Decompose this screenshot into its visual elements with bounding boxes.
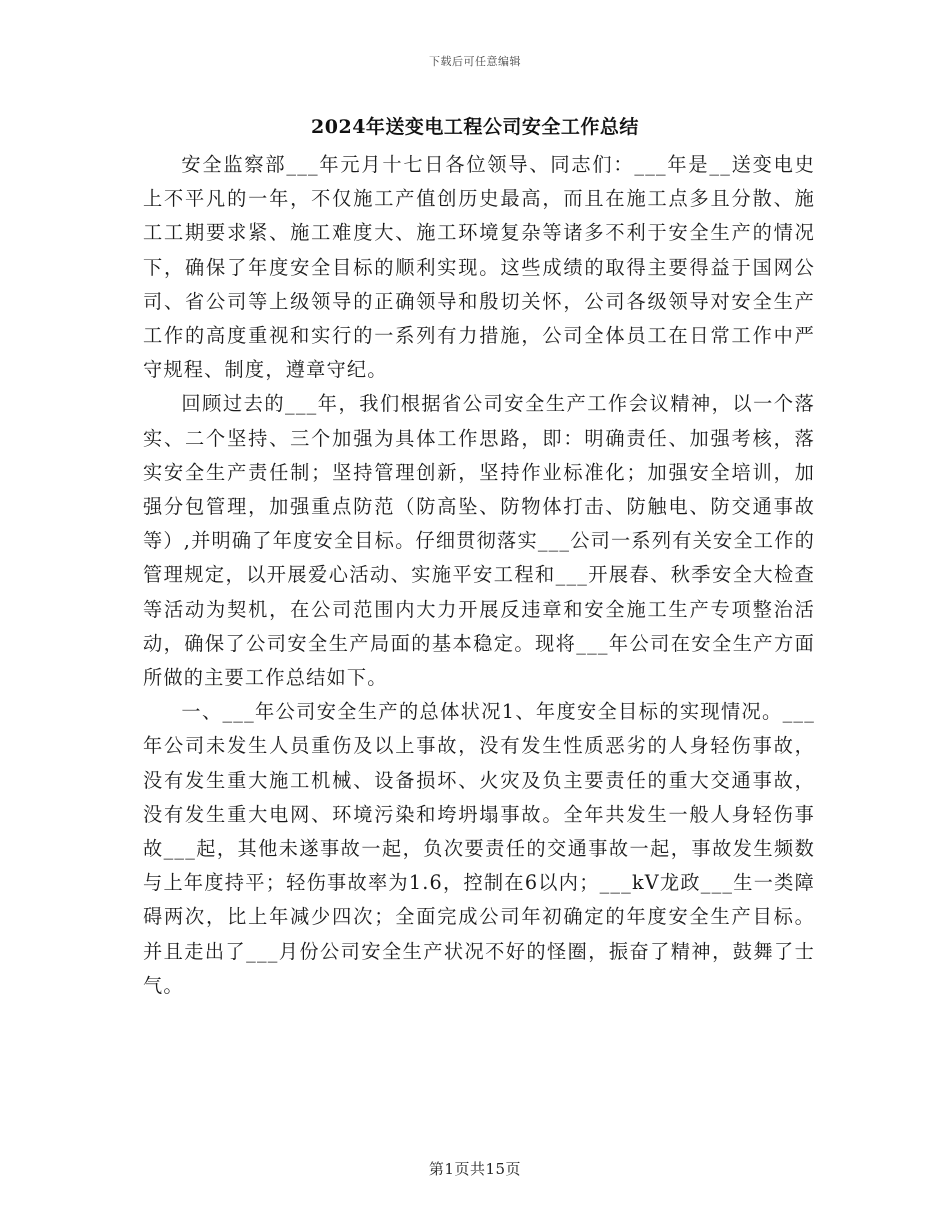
page-header: 下载后可任意编辑: [429, 55, 521, 68]
paragraph-section-one: 一、___年公司安全生产的总体状况1、年度安全目标的实现情况。___年公司未发生人员重伤及以上事故，没有发生性质恶劣的人身轻伤事故，没有发生重大施工机械、设备损坏、火灾及负主要责任的重大交通事故，没有发生重大电网、环境污染和垮坍塌事故。全年共发生一般人身轻伤事故___起，其他未遂事故一起，负次要责任的交通事故一起，事故发生频数与上年度持平；轻伤事故率为1.6，控制在6以内；___kV龙政___生一类障碍两次，比上年减少四次；全面完成公司年初确定的年度安全生产目标。并且走出了___月份公司安全生产状况不好的怪圈，振奋了精神，鼓舞了士气。: [143, 700, 815, 997]
paragraph-review: 回顾过去的___年，我们根据省公司安全生产工作会议精神，以一个落实、二个坚持、三个加强为具体工作思路，即：明确责任、加强考核，落实安全生产责任制；坚持管理创新，坚持作业标准化；加强安全培训，加强分包管理，加强重点防范（防高坠、防物体打击、防触电、防交通事故等）,并明确了年度安全目标。仔细贯彻落实___公司一系列有关安全工作的管理规定，以开展爱心活动、实施平安工程和___开展春、秋季安全大检查等活动为契机，在公司范围内大力开展反违章和安全施工生产专项整治活动，确保了公司安全生产局面的基本稳定。现将___年公司在安全生产方面所做的主要工作总结如下。: [143, 392, 815, 690]
paragraph-intro: 安全监察部___年元月十七日各位领导、同志们：___年是__送变电史上不平凡的一年，不仅施工产值创历史最高，而且在施工点多且分散、施工工期要求紧、施工难度大、施工环境复杂等诸多不利于安全生产的情况下，确保了年度安全目标的顺利实现。这些成绩的取得主要得益于国网公司、省公司等上级领导的正确领导和殷切关怀，公司各级领导对安全生产工作的高度重视和实行的一系列有力措施，公司全体员工在日常工作中严守规程、制度，遵章守纪。: [143, 153, 815, 382]
document-title: 2024年送变电工程公司安全工作总结: [311, 116, 639, 138]
page-number: 第1页共15页: [428, 1160, 522, 1178]
document-body: [143, 148, 815, 1003]
